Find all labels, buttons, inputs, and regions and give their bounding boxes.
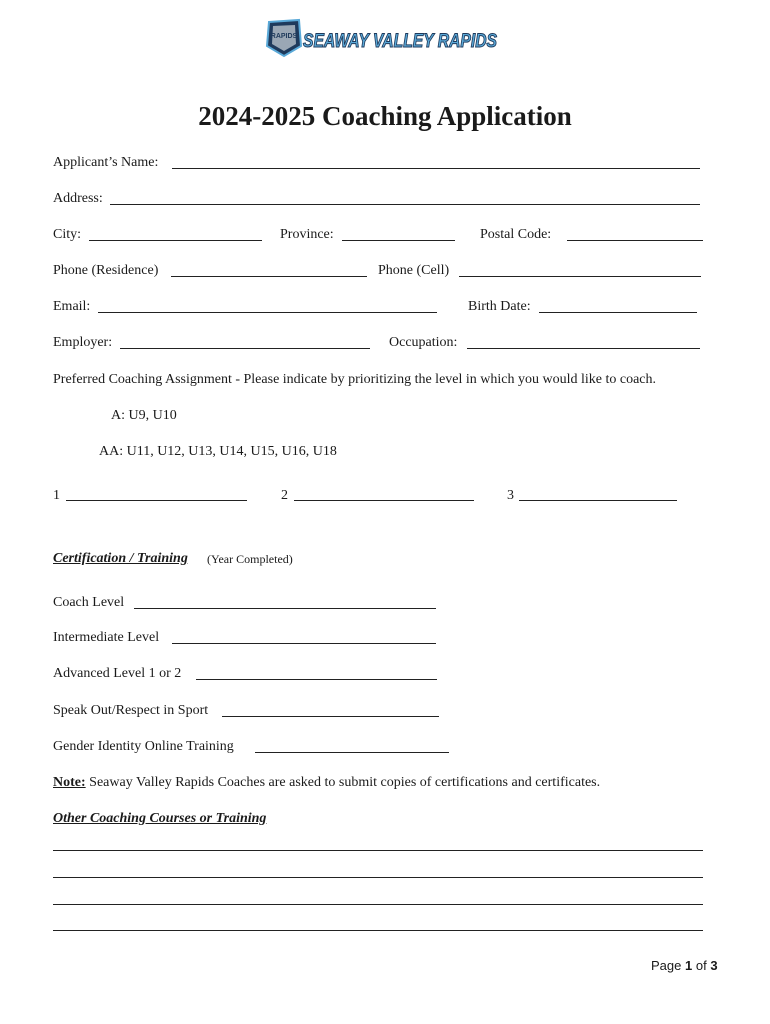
intermediate-level-label: Intermediate Level	[53, 630, 160, 645]
page-current: 1	[685, 958, 693, 973]
page-total: 3	[710, 958, 718, 973]
certification-heading: Certification / Training	[53, 551, 188, 566]
birth-date-label: Birth Date:	[468, 299, 531, 314]
gender-identity-field[interactable]	[255, 752, 449, 753]
page-number	[651, 958, 718, 973]
choice-2-label: 2	[281, 488, 288, 503]
employer-label: Employer:	[53, 335, 113, 350]
occupation-label: Occupation:	[389, 335, 458, 350]
page-of: of	[695, 958, 707, 973]
coach-level-label: Coach Level	[53, 595, 125, 610]
advanced-level-label: Advanced Level 1 or 2	[53, 666, 182, 681]
logo-wordmark: SEAWAY VALLEY RAPIDS	[303, 31, 498, 52]
level-a-text: A: U9, U10	[111, 408, 177, 423]
phone-cell-label: Phone (Cell)	[378, 263, 450, 278]
other-courses-line-1[interactable]	[53, 850, 703, 851]
year-completed-note: (Year Completed)	[207, 552, 293, 566]
note-label: Note:	[53, 775, 86, 790]
intermediate-level-field[interactable]	[172, 643, 436, 644]
employer-field[interactable]	[120, 348, 370, 349]
choice-3-label: 3	[507, 488, 514, 503]
province-field[interactable]	[342, 240, 455, 241]
city-field[interactable]	[89, 240, 262, 241]
other-courses-line-3[interactable]	[53, 904, 703, 905]
speak-out-field[interactable]	[222, 716, 439, 717]
other-courses-heading: Other Coaching Courses or Training	[53, 811, 267, 826]
advanced-level-field[interactable]	[196, 679, 437, 680]
occupation-field[interactable]	[467, 348, 700, 349]
preferred-assignment-text: Preferred Coaching Assignment - Please indicate by prioritizing the level in which you would like to coach.	[53, 372, 657, 387]
choice-1-field[interactable]	[66, 500, 247, 501]
page-title: 2024-2025 Coaching Application	[198, 101, 572, 131]
phone-residence-field[interactable]	[171, 276, 367, 277]
applicant-name-field[interactable]	[172, 168, 700, 169]
level-aa-text: AA: U11, U12, U13, U14, U15, U16, U18	[99, 444, 337, 459]
phone-cell-field[interactable]	[459, 276, 701, 277]
email-label: Email:	[53, 299, 91, 314]
seaway-valley-rapids-logo	[265, 18, 501, 58]
gender-identity-label: Gender Identity Online Training	[53, 739, 234, 754]
email-field[interactable]	[98, 312, 437, 313]
address-label: Address:	[53, 191, 103, 206]
note-paragraph	[53, 775, 600, 791]
province-label: Province:	[280, 227, 334, 242]
choice-3-field[interactable]	[519, 500, 677, 501]
postal-code-label: Postal Code:	[480, 227, 552, 242]
coach-level-field[interactable]	[134, 608, 436, 609]
city-label: City:	[53, 227, 82, 242]
choice-2-field[interactable]	[294, 500, 474, 501]
address-field[interactable]	[110, 204, 700, 205]
note-text: Seaway Valley Rapids Coaches are asked to submit copies of certifications and certificates.	[85, 775, 601, 790]
speak-out-label: Speak Out/Respect in Sport	[53, 703, 209, 718]
other-courses-line-2[interactable]	[53, 877, 703, 878]
logo-badge-text: RAPIDS	[270, 33, 298, 40]
choice-1-label: 1	[53, 488, 60, 503]
postal-code-field[interactable]	[567, 240, 703, 241]
page-word: Page	[651, 958, 682, 973]
phone-residence-label: Phone (Residence)	[53, 263, 159, 278]
birth-date-field[interactable]	[539, 312, 697, 313]
applicant-name-label: Applicant’s Name:	[53, 155, 159, 170]
other-courses-line-4[interactable]	[53, 930, 703, 931]
